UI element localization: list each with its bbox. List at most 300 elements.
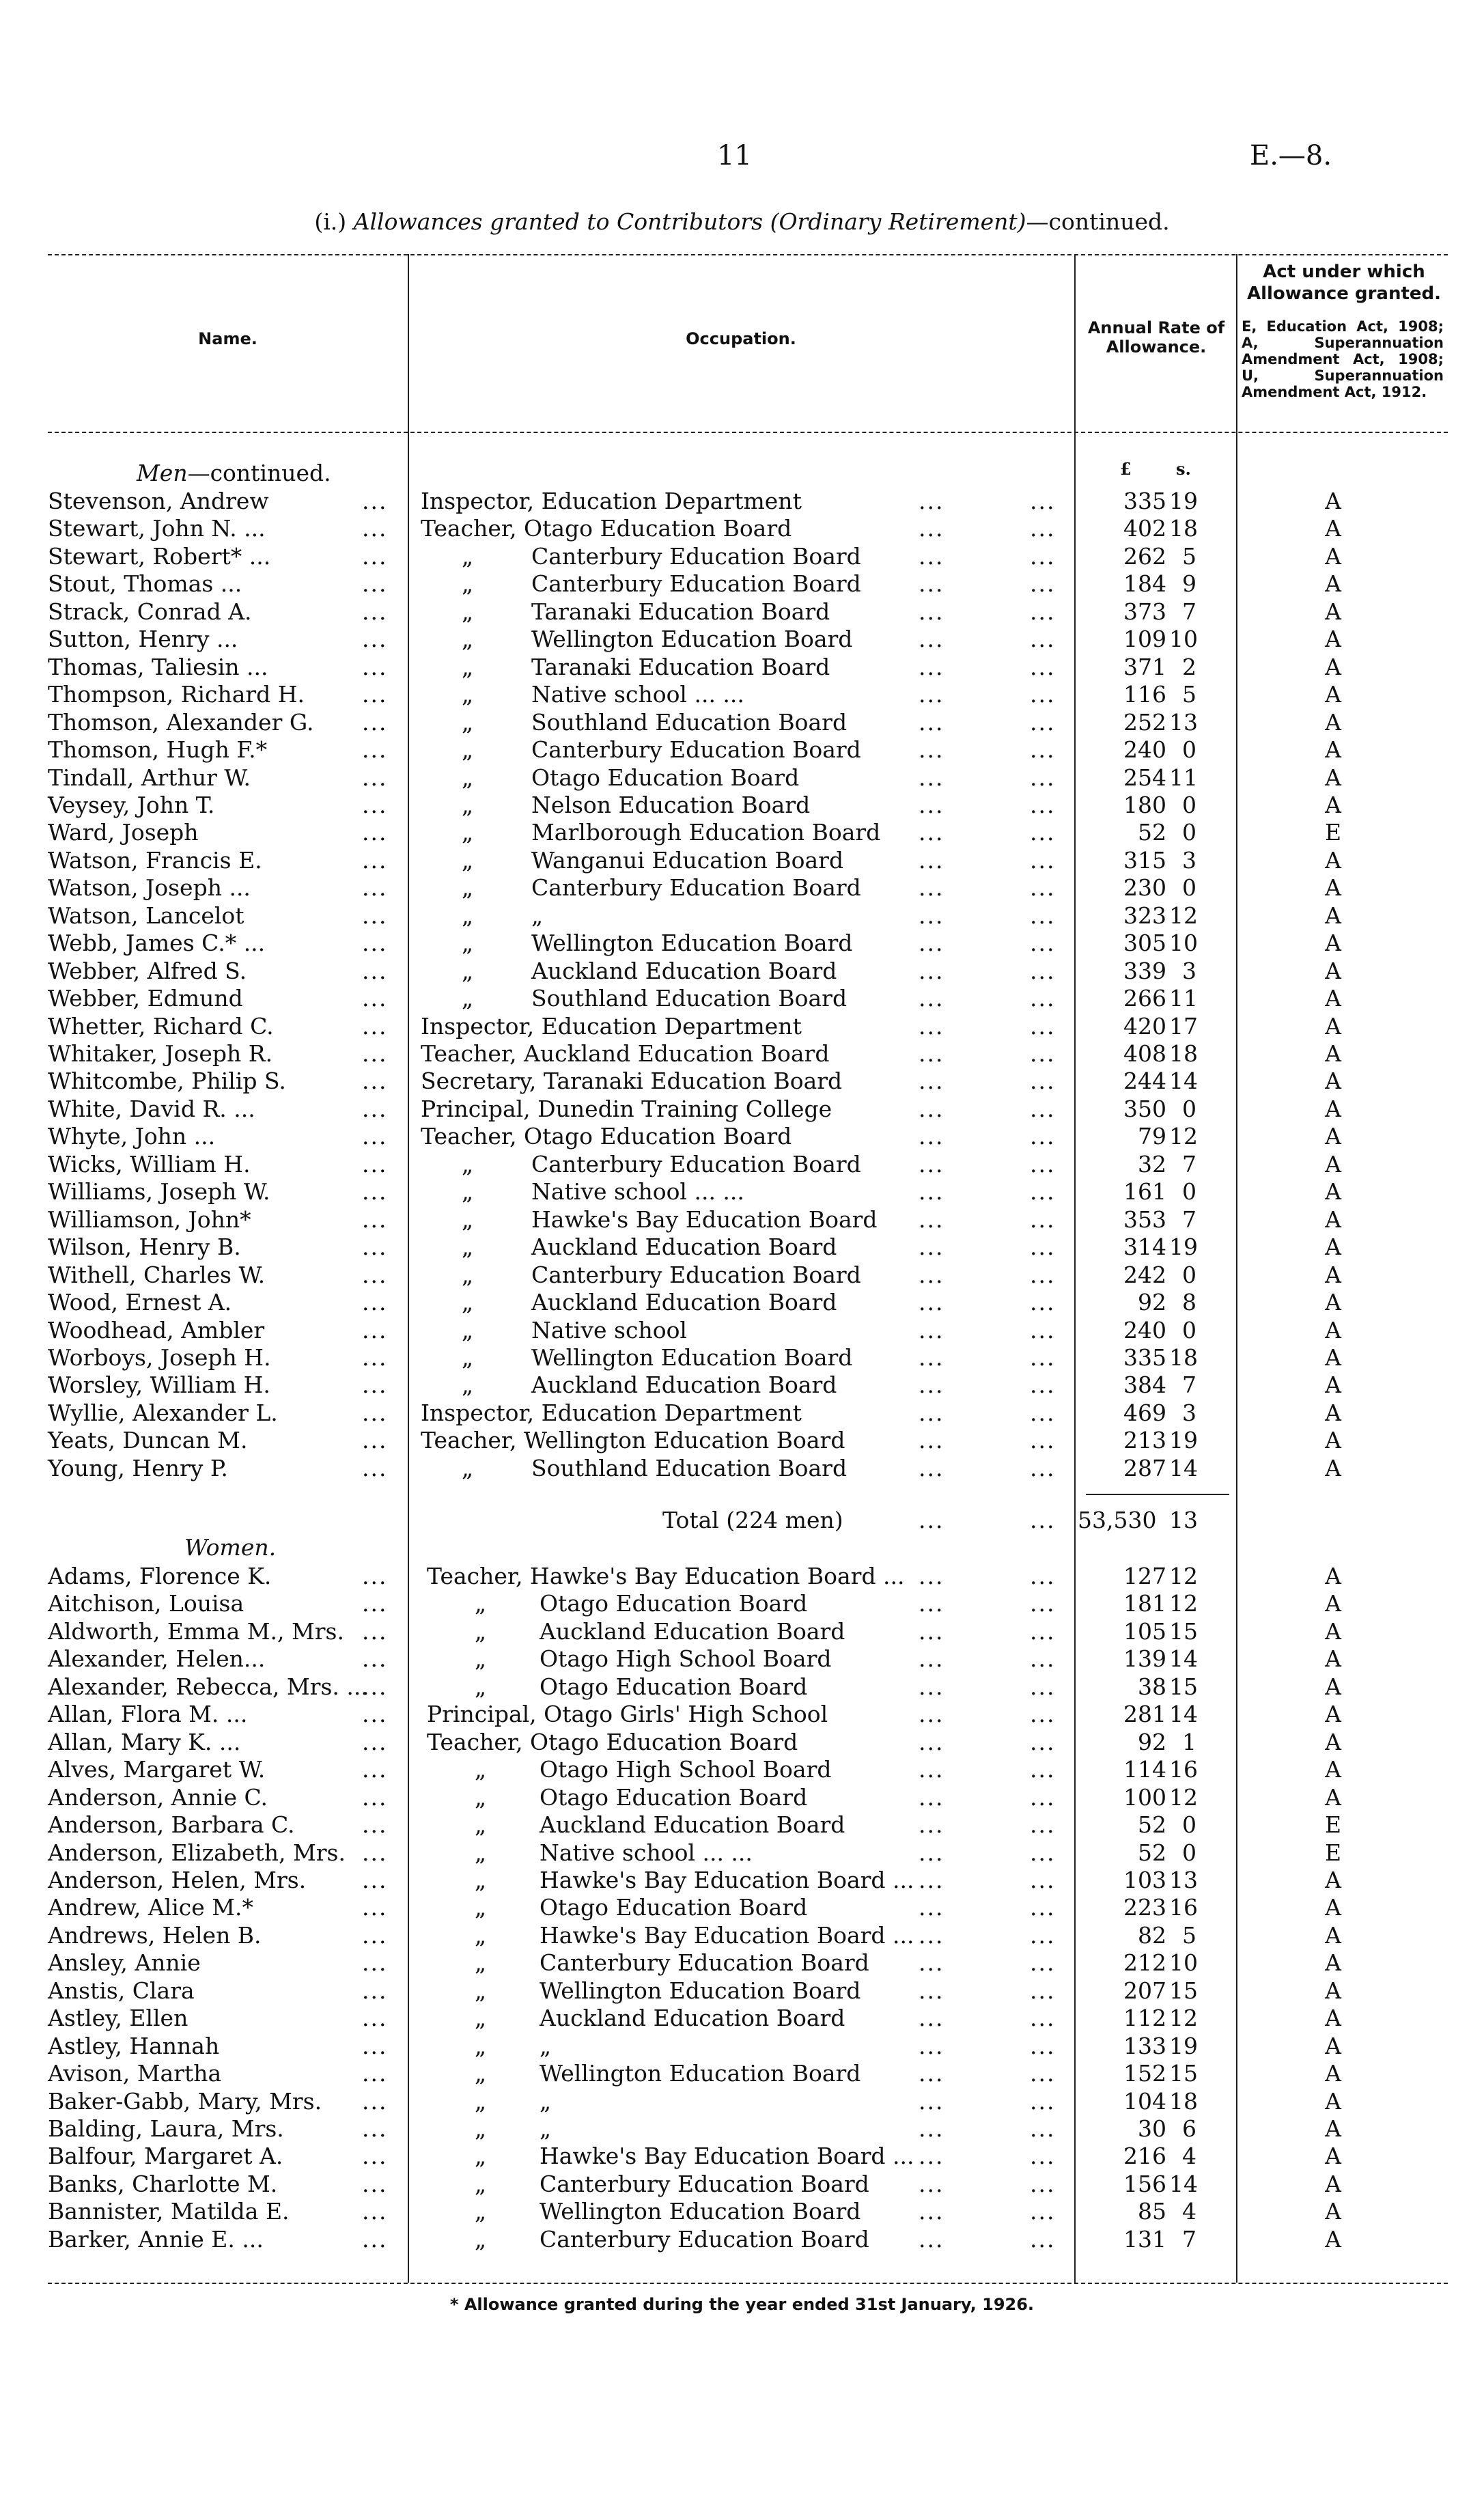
leader-dots: ... — [362, 681, 388, 708]
act-code: A — [1325, 1399, 1341, 1426]
act-code: A — [1325, 1617, 1341, 1645]
allowance-pounds: 112 — [1123, 2005, 1166, 2032]
allowance-shillings: 10 — [1169, 930, 1198, 957]
leader-dots: ... — [1030, 1123, 1056, 1150]
leader-dots: ... — [919, 791, 944, 818]
table-row — [0, 1289, 1484, 1316]
leader-dots: ... — [919, 515, 944, 542]
allowance-shillings: 15 — [1169, 2060, 1198, 2087]
act-code: E — [1324, 1811, 1342, 1839]
leader-dots: ... — [1030, 1343, 1056, 1371]
allowance-shillings: 18 — [1169, 2087, 1198, 2115]
education-board: Wellington Education Board — [540, 2060, 861, 2087]
leader-dots: ... — [919, 1921, 944, 1949]
table-row — [0, 1673, 1484, 1701]
contributor-name: Yeats, Duncan M. — [48, 1427, 248, 1454]
contributor-name: Banks, Charlotte M. — [48, 2170, 278, 2197]
men-heading-label: Men — [137, 460, 188, 486]
contributor-name: Webber, Alfred S. — [48, 957, 247, 984]
table-row — [0, 874, 1484, 902]
education-board: Otago High School Board — [540, 1756, 832, 1783]
leader-dots: ... — [1030, 2087, 1056, 2115]
table-row — [0, 1922, 1484, 1949]
act-code: A — [1325, 653, 1341, 680]
act-code: A — [1325, 1645, 1341, 1673]
education-board: Southland Education Board — [531, 1454, 848, 1481]
caption-prefix: (i.) — [314, 208, 347, 235]
table-row — [0, 847, 1484, 874]
allowance-pounds: 240 — [1123, 1316, 1166, 1343]
total-shillings: 13 — [1169, 1507, 1198, 1533]
table-row — [0, 681, 1484, 708]
contributor-name: Anderson, Barbara C. — [48, 1811, 295, 1839]
allowance-shillings: 0 — [1182, 1261, 1196, 1288]
allowance-pounds: 207 — [1123, 1977, 1166, 2004]
allowance-shillings: 15 — [1169, 1617, 1198, 1645]
leader-dots: ... — [362, 2005, 388, 2032]
allowance-pounds: 161 — [1123, 1178, 1166, 1206]
act-code: A — [1325, 736, 1341, 764]
table-row — [0, 736, 1484, 764]
caption-title: Allowances granted to Contributors (Ordinary Retirement) — [353, 208, 1026, 235]
leader-dots: ... — [1030, 874, 1056, 902]
leader-dots: ... — [1030, 1839, 1056, 1866]
education-board: Wanganui Education Board — [531, 846, 844, 874]
leader-dots: ... — [919, 1563, 944, 1589]
allowance-shillings: 0 — [1182, 736, 1196, 764]
leader-dots: ... — [919, 1756, 944, 1783]
act-code: A — [1325, 846, 1341, 874]
leader-dots: ... — [919, 1012, 944, 1040]
leader-dots: ... — [362, 2225, 388, 2253]
leader-dots: ... — [362, 791, 388, 818]
act-code: A — [1325, 1977, 1341, 2004]
table-row — [0, 1371, 1484, 1399]
allowance-shillings: 0 — [1182, 791, 1196, 818]
table-row — [0, 2171, 1484, 2198]
leader-dots: ... — [1030, 2143, 1056, 2170]
act-code: A — [1325, 1289, 1341, 1316]
act-code: A — [1325, 1261, 1341, 1288]
allowance-shillings: 12 — [1169, 1563, 1198, 1589]
allowance-shillings: 0 — [1182, 819, 1196, 846]
leader-dots: ... — [1030, 1894, 1056, 1921]
education-board: Canterbury Education Board — [540, 2225, 869, 2253]
act-code: A — [1325, 1178, 1341, 1206]
education-board: Otago Education Board — [540, 1894, 808, 1921]
allowance-pounds: 384 — [1123, 1371, 1166, 1399]
allowance-shillings: 19 — [1169, 1427, 1198, 1454]
contributor-name: Aldworth, Emma M., Mrs. — [48, 1617, 344, 1645]
leader-dots: ... — [362, 957, 388, 984]
leader-dots: ... — [1030, 1261, 1056, 1288]
allowance-shillings: 14 — [1169, 1068, 1198, 1095]
allowance-pounds: 92 — [1138, 1728, 1166, 1755]
table-row — [0, 2088, 1484, 2115]
contributor-name: Alexander, Rebecca, Mrs. ... — [48, 1673, 368, 1700]
act-code: A — [1325, 1701, 1341, 1728]
ditto-mark: „ — [475, 2005, 487, 2032]
contributor-name: Tindall, Arthur W. — [48, 764, 251, 791]
contributor-name: Williamson, John* — [48, 1206, 251, 1233]
total-row — [0, 1507, 1484, 1534]
allowance-pounds: 213 — [1123, 1427, 1166, 1454]
education-board: Southland Education Board — [531, 708, 848, 736]
leader-dots: ... — [919, 488, 944, 514]
leader-dots: ... — [1030, 1645, 1056, 1673]
allowance-pounds: 156 — [1123, 2170, 1166, 2197]
ditto-mark: „ — [462, 1316, 474, 1343]
table-row — [0, 1756, 1484, 1783]
contributor-name: Stevenson, Andrew — [48, 488, 269, 514]
contributor-name: Young, Henry P. — [48, 1454, 228, 1481]
ditto-mark: „ — [462, 542, 474, 570]
leader-dots: ... — [1030, 1811, 1056, 1839]
men-heading-suffix: —continued. — [187, 460, 331, 486]
ditto-mark: „ — [475, 1783, 487, 1811]
leader-dots: ... — [362, 1949, 388, 1977]
table-row — [0, 1096, 1484, 1123]
education-board: Canterbury Education Board — [531, 542, 861, 570]
allowance-shillings: 7 — [1182, 1371, 1196, 1399]
act-code: A — [1325, 930, 1341, 957]
contributor-name: Adams, Florence K. — [48, 1563, 272, 1589]
allowance-shillings: 18 — [1169, 515, 1198, 542]
act-code: A — [1325, 2087, 1341, 2115]
table-row — [0, 1344, 1484, 1371]
ditto-mark: „ — [462, 957, 474, 984]
education-board: Wellington Education Board — [531, 626, 853, 653]
act-code: A — [1325, 1728, 1341, 1755]
leader-dots: ... — [919, 1507, 944, 1533]
ditto-mark: „ — [462, 902, 474, 929]
contributor-name: Thomson, Hugh F.* — [48, 736, 268, 764]
allowance-pounds: 216 — [1123, 2143, 1166, 2170]
act-code: A — [1325, 1949, 1341, 1977]
allowance-pounds: 109 — [1123, 626, 1166, 653]
education-board: Auckland Education Board — [540, 1811, 845, 1839]
leader-dots: ... — [1030, 957, 1056, 984]
table-row — [0, 1206, 1484, 1234]
leader-dots: ... — [362, 1316, 388, 1343]
leader-dots: ... — [362, 1977, 388, 2004]
act-code: A — [1325, 1894, 1341, 1921]
contributor-name: Whitaker, Joseph R. — [48, 1040, 273, 1067]
contributor-name: Stewart, Robert* ... — [48, 542, 271, 570]
contributor-name: Andrews, Helen B. — [48, 1921, 262, 1949]
ditto-mark: „ — [475, 2225, 487, 2253]
education-board: Canterbury Education Board — [531, 736, 861, 764]
allowance-pounds: 184 — [1123, 570, 1166, 598]
ditto-mark: „ — [462, 1371, 474, 1399]
allowance-shillings: 0 — [1182, 1316, 1196, 1343]
header-act-title: Act under which Allowance granted. — [1246, 262, 1442, 304]
education-board: „ — [540, 2115, 552, 2142]
education-board: Native school ... ... — [531, 1178, 744, 1206]
allowance-pounds: 335 — [1123, 1343, 1166, 1371]
table-row — [0, 1123, 1484, 1150]
ditto-mark: „ — [475, 2143, 487, 2170]
education-board: „ — [531, 902, 544, 929]
leader-dots: ... — [919, 1399, 944, 1426]
contributor-name: Allan, Flora M. ... — [48, 1701, 248, 1728]
leader-dots: ... — [362, 1866, 388, 1893]
act-code: A — [1325, 1673, 1341, 1700]
table-row — [0, 1262, 1484, 1289]
leader-dots: ... — [919, 764, 944, 791]
leader-dots: ... — [1030, 2225, 1056, 2253]
ditto-mark: „ — [462, 681, 474, 708]
contributor-name: Watson, Joseph ... — [48, 874, 251, 902]
table-row — [0, 1317, 1484, 1344]
education-board: Auckland Education Board — [531, 957, 837, 984]
allowance-shillings: 7 — [1182, 598, 1196, 625]
act-code: A — [1325, 1068, 1341, 1095]
allowance-shillings: 16 — [1169, 1894, 1198, 1921]
table-row — [0, 1729, 1484, 1756]
education-board: Hawke's Bay Education Board ... — [540, 1866, 914, 1893]
allowance-shillings: 12 — [1169, 902, 1198, 929]
leader-dots: ... — [362, 1040, 388, 1067]
contributor-name: Bannister, Matilda E. — [48, 2198, 290, 2225]
education-board: Otago Education Board — [540, 1590, 808, 1617]
allowance-shillings: 3 — [1182, 1399, 1196, 1426]
occupation: Teacher, Otago Education Board — [427, 1728, 798, 1755]
table-row — [0, 2143, 1484, 2170]
allowance-pounds: 116 — [1123, 681, 1166, 708]
leader-dots: ... — [919, 653, 944, 680]
contributor-name: Wood, Ernest A. — [48, 1289, 232, 1316]
education-board: Native school — [531, 1316, 687, 1343]
leader-dots: ... — [919, 2087, 944, 2115]
table-row — [0, 1645, 1484, 1673]
education-board: Wellington Education Board — [531, 1343, 853, 1371]
leader-dots: ... — [919, 1454, 944, 1481]
leader-dots: ... — [919, 736, 944, 764]
education-board: Wellington Education Board — [540, 1977, 861, 2004]
leader-dots: ... — [1030, 1701, 1056, 1728]
table-row — [0, 709, 1484, 736]
table-row — [0, 598, 1484, 626]
leader-dots: ... — [919, 1343, 944, 1371]
contributor-name: Stout, Thomas ... — [48, 570, 242, 598]
leader-dots: ... — [919, 1371, 944, 1399]
leader-dots: ... — [362, 1673, 388, 1700]
ditto-mark: „ — [475, 2032, 487, 2059]
leader-dots: ... — [362, 1343, 388, 1371]
allowance-pounds: 92 — [1138, 1289, 1166, 1316]
allowance-shillings: 8 — [1182, 1289, 1196, 1316]
leader-dots: ... — [919, 1150, 944, 1178]
table-row — [0, 2060, 1484, 2087]
act-code: A — [1325, 2143, 1341, 2170]
table-row — [0, 488, 1484, 515]
contributor-name: Balding, Laura, Mrs. — [48, 2115, 284, 2142]
allowance-shillings: 0 — [1182, 1811, 1196, 1839]
act-code: A — [1325, 1783, 1341, 1811]
leader-dots: ... — [1030, 570, 1056, 598]
allowance-shillings: 4 — [1182, 2198, 1196, 2225]
allowance-shillings: 14 — [1169, 1454, 1198, 1481]
leader-dots: ... — [1030, 653, 1056, 680]
leader-dots: ... — [362, 1012, 388, 1040]
leader-dots: ... — [919, 2005, 944, 2032]
shillings-unit: s. — [1176, 459, 1191, 479]
act-code: A — [1325, 1234, 1341, 1261]
leader-dots: ... — [362, 2032, 388, 2059]
allowance-shillings: 7 — [1182, 1150, 1196, 1178]
leader-dots: ... — [362, 2060, 388, 2087]
ditto-mark: „ — [475, 1590, 487, 1617]
allowance-shillings: 17 — [1169, 1012, 1198, 1040]
act-code: A — [1325, 1123, 1341, 1150]
leader-dots: ... — [1030, 764, 1056, 791]
allowance-pounds: 133 — [1123, 2032, 1166, 2059]
act-code: A — [1325, 902, 1341, 929]
contributor-name: Anderson, Annie C. — [48, 1783, 268, 1811]
leader-dots: ... — [1030, 1866, 1056, 1893]
table-row — [0, 2198, 1484, 2225]
allowance-shillings: 15 — [1169, 1977, 1198, 2004]
occupation: Inspector, Education Department — [421, 1012, 802, 1040]
leader-dots: ... — [1030, 488, 1056, 514]
contributor-name: Wyllie, Alexander L. — [48, 1399, 278, 1426]
leader-dots: ... — [1030, 1921, 1056, 1949]
leader-dots: ... — [1030, 930, 1056, 957]
allowance-pounds: 287 — [1123, 1454, 1166, 1481]
leader-dots: ... — [919, 1040, 944, 1067]
table-row — [0, 958, 1484, 985]
act-code: E — [1324, 819, 1342, 846]
leader-dots: ... — [1030, 1977, 1056, 2004]
leader-dots: ... — [362, 2143, 388, 2170]
ditto-mark: „ — [462, 1178, 474, 1206]
allowance-shillings: 5 — [1182, 542, 1196, 570]
table-row — [0, 819, 1484, 846]
contributor-name: Alves, Margaret W. — [48, 1756, 266, 1783]
leader-dots: ... — [362, 1590, 388, 1617]
allowance-pounds: 373 — [1123, 598, 1166, 625]
act-code: A — [1325, 2005, 1341, 2032]
leader-dots: ... — [1030, 846, 1056, 874]
act-code: A — [1325, 1150, 1341, 1178]
table-row — [0, 626, 1484, 653]
occupation: Teacher, Auckland Education Board — [421, 1040, 830, 1067]
leader-dots: ... — [362, 874, 388, 902]
contributor-name: Thomson, Alexander G. — [48, 708, 314, 736]
leader-dots: ... — [919, 708, 944, 736]
leader-dots: ... — [919, 1645, 944, 1673]
leader-dots: ... — [919, 1701, 944, 1728]
leader-dots: ... — [1030, 1673, 1056, 1700]
table-row — [0, 1563, 1484, 1590]
contributor-name: Webber, Edmund — [48, 985, 243, 1012]
table-row — [0, 1590, 1484, 1617]
leader-dots: ... — [362, 570, 388, 598]
allowance-shillings: 9 — [1182, 570, 1196, 598]
allowance-shillings: 12 — [1169, 1590, 1198, 1617]
table-row — [0, 543, 1484, 570]
table-row — [0, 764, 1484, 792]
act-code: A — [1325, 2060, 1341, 2087]
education-board: Otago High School Board — [540, 1645, 832, 1673]
contributor-name: Allan, Mary K. ... — [48, 1728, 241, 1755]
leader-dots: ... — [362, 1728, 388, 1755]
allowance-shillings: 0 — [1182, 1839, 1196, 1866]
act-code: A — [1325, 1756, 1341, 1783]
leader-dots: ... — [1030, 1040, 1056, 1067]
allowance-pounds: 266 — [1123, 985, 1166, 1012]
leader-dots: ... — [1030, 985, 1056, 1012]
leader-dots: ... — [362, 1839, 388, 1866]
allowance-pounds: 30 — [1138, 2115, 1166, 2142]
ditto-mark: „ — [462, 819, 474, 846]
leader-dots: ... — [919, 1866, 944, 1893]
act-code: A — [1325, 957, 1341, 984]
leader-dots: ... — [1030, 542, 1056, 570]
act-code: A — [1325, 1454, 1341, 1481]
ditto-mark: „ — [475, 1921, 487, 1949]
allowance-shillings: 14 — [1169, 1701, 1198, 1728]
act-code: A — [1325, 764, 1341, 791]
act-code: A — [1325, 2170, 1341, 2197]
leader-dots: ... — [1030, 1234, 1056, 1261]
leader-dots: ... — [362, 515, 388, 542]
table-row — [0, 2115, 1484, 2143]
allowance-shillings: 18 — [1169, 1343, 1198, 1371]
contributor-name: Strack, Conrad A. — [48, 598, 252, 625]
leader-dots: ... — [1030, 1427, 1056, 1454]
allowance-pounds: 335 — [1123, 488, 1166, 514]
leader-dots: ... — [1030, 1949, 1056, 1977]
contributor-name: Williams, Joseph W. — [48, 1178, 270, 1206]
ditto-mark: „ — [462, 1289, 474, 1316]
leader-dots: ... — [919, 570, 944, 598]
leader-dots: ... — [919, 1234, 944, 1261]
leader-dots: ... — [919, 2115, 944, 2142]
allowance-shillings: 3 — [1182, 846, 1196, 874]
allowance-pounds: 223 — [1123, 1894, 1166, 1921]
leader-dots: ... — [362, 1701, 388, 1728]
contributor-name: Avison, Martha — [48, 2060, 222, 2087]
leader-dots: ... — [919, 542, 944, 570]
occupation: Teacher, Hawke's Bay Education Board ... — [427, 1563, 905, 1589]
leader-dots: ... — [919, 1068, 944, 1095]
act-code: A — [1325, 1206, 1341, 1233]
allowance-shillings: 19 — [1169, 2032, 1198, 2059]
leader-dots: ... — [362, 846, 388, 874]
act-code: A — [1325, 1040, 1341, 1067]
act-code: A — [1325, 1371, 1341, 1399]
table-row — [0, 2033, 1484, 2060]
education-board: Canterbury Education Board — [531, 570, 861, 598]
ditto-mark: „ — [462, 985, 474, 1012]
header-name: Name. — [198, 329, 257, 348]
contributor-name: Whitcombe, Philip S. — [48, 1068, 286, 1095]
ditto-mark: „ — [475, 1617, 487, 1645]
leader-dots: ... — [919, 985, 944, 1012]
leader-dots: ... — [1030, 1206, 1056, 1233]
education-board: Marlborough Education Board — [531, 819, 881, 846]
education-board: Otago Education Board — [531, 764, 800, 791]
allowance-shillings: 15 — [1169, 1673, 1198, 1700]
allowance-shillings: 19 — [1169, 488, 1198, 514]
allowance-pounds: 353 — [1123, 1206, 1166, 1233]
ditto-mark: „ — [462, 626, 474, 653]
leader-dots: ... — [919, 2143, 944, 2170]
ditto-mark: „ — [475, 2115, 487, 2142]
leader-dots: ... — [362, 1206, 388, 1233]
